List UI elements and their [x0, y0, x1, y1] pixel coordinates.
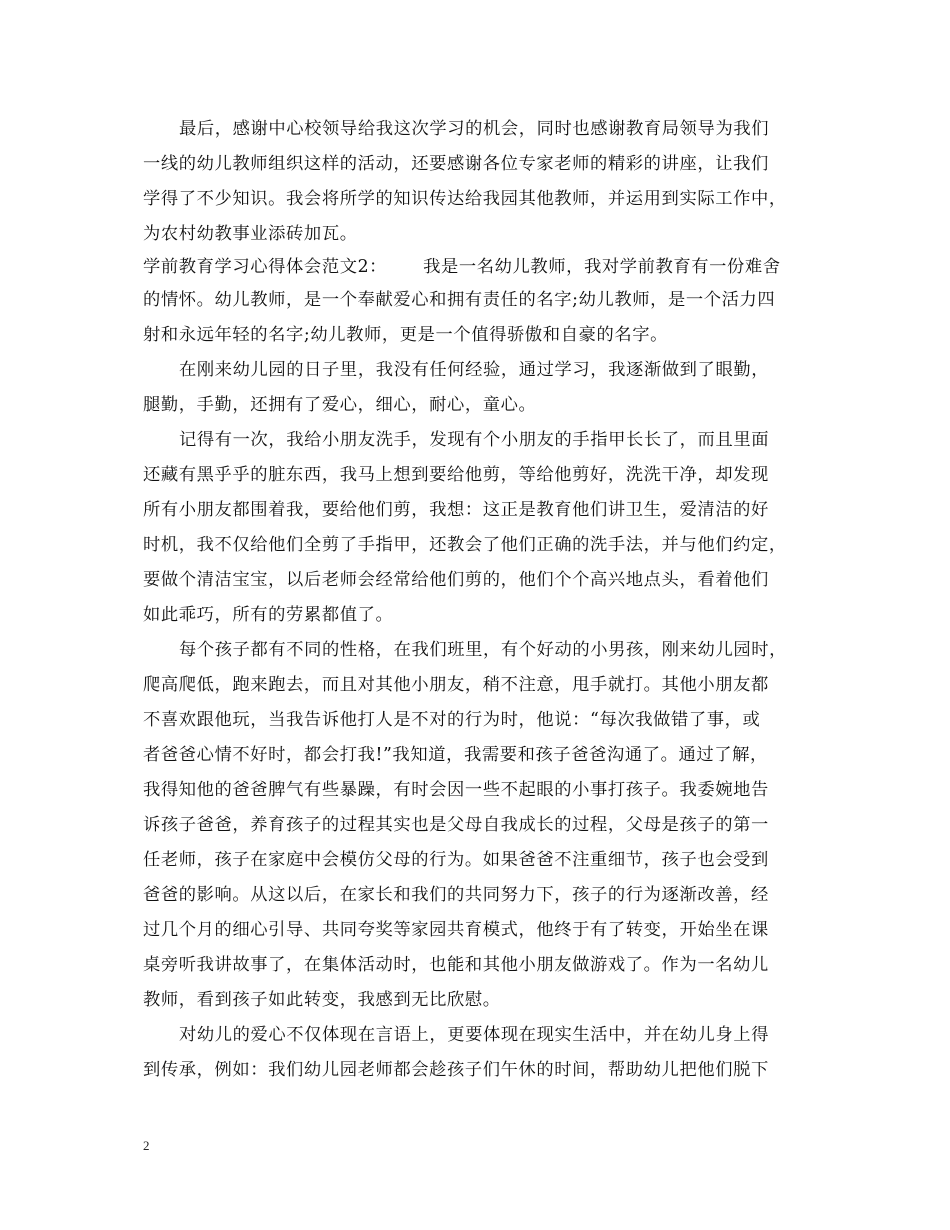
- page-number: 2: [143, 1138, 150, 1153]
- paragraph-closing-thanks: [143, 112, 813, 252]
- text-line: 爸爸的影响。从这以后，在家长和我们的共同努力下，孩子的行为逐渐改善，经: [143, 885, 769, 905]
- text-line: 任老师，孩子在家庭中会模仿父母的行为。如果爸爸不注重细节，孩子也会受到: [143, 850, 769, 870]
- text-line: 所有小朋友都围着我，要给他们剪，我想：这正是教育他们讲卫生，爱清洁的好: [143, 500, 769, 520]
- text-line: 腿勤，手勤，还拥有了爱心，细心，耐心，童心。: [143, 395, 537, 415]
- paragraph-active-boy-story: [143, 633, 813, 1018]
- text-line: 对幼儿的爱心不仅体现在言语上，更要体现在现实生活中，并在幼儿身上得: [179, 1025, 770, 1045]
- text-line: 射和永远年轻的名字;幼儿教师，更是一个值得骄傲和自豪的名字。: [143, 325, 668, 345]
- text-line: 的情怀。幼儿教师，是一个奉献爱心和拥有责任的名字;幼儿教师，是一个活力四: [143, 290, 776, 310]
- section-heading: 学前教育学习心得体会范文2：: [143, 257, 388, 277]
- text-line: 过几个月的细心引导、共同夸奖等家园共育模式，他终于有了转变，开始坐在课: [143, 920, 769, 940]
- text-line: 不喜欢跟他玩，当我告诉他打人是不对的行为时，他说：“每次我做错了事，或: [143, 710, 761, 730]
- text-line: 到传承，例如：我们幼儿园老师都会趁孩子们午休的时间，帮助幼儿把他们脱下: [143, 1060, 769, 1080]
- text-line: 者爸爸心情不好时，都会打我!”我知道，我需要和孩子爸爸沟通了。通过了解，: [143, 745, 768, 765]
- paragraph-handwashing-story: [143, 423, 813, 633]
- text-line: 每个孩子都有不同的性格，在我们班里，有个好动的小男孩，刚来幼儿园时，: [179, 640, 787, 660]
- text-line: 我得知他的爸爸脾气有些暴躁，有时会因一些不起眼的小事打孩子。我委婉地告: [143, 780, 769, 800]
- text-line: 为农村幼教事业添砖加瓦。: [143, 224, 358, 244]
- text-line: 在刚来幼儿园的日子里，我没有任何经验，通过学习，我逐渐做到了眼勤，: [179, 360, 770, 380]
- text-line: 最后，感谢中心校领导给我这次学习的机会，同时也感谢教育局领导为我们: [179, 119, 770, 139]
- paragraph-early-days: [143, 353, 813, 423]
- text-line: 学得了不少知识。我会将所学的知识传达给我园其他教师，并运用到实际工作中，: [143, 189, 787, 209]
- text-line: 教师，看到孩子如此转变，我感到无比欣慰。: [143, 990, 501, 1010]
- paragraph-teacher-identity: [143, 283, 813, 353]
- section-heading-line: [143, 252, 813, 283]
- text-line: 桌旁听我讲故事了，在集体活动时，也能和其他小朋友做游戏了。作为一名幼儿: [143, 955, 769, 975]
- text-line: 时机，我不仅给他们全剪了手指甲，还教会了他们正确的洗手法，并与他们约定，: [143, 535, 787, 555]
- text-line: 记得有一次，我给小朋友洗手，发现有个小朋友的手指甲长长了，而且里面: [179, 430, 770, 450]
- document-body: [143, 112, 813, 1088]
- text-line: 一线的幼儿教师组织这样的活动，还要感谢各位专家老师的精彩的讲座，让我们: [143, 154, 769, 174]
- section-heading-tail: 我是一名幼儿教师，我对学前教育有一份难舍: [423, 257, 781, 277]
- text-line: 诉孩子爸爸，养育孩子的过程其实也是父母自我成长的过程，父母是孩子的第一: [143, 815, 769, 835]
- text-line: 要做个清洁宝宝，以后老师会经常给他们剪的，他们个个高兴地点头，看着他们: [143, 570, 769, 590]
- text-line: 爬高爬低，跑来跑去，而且对其他小朋友，稍不注意，甩手就打。其他小朋友都: [143, 675, 769, 695]
- text-line: 如此乖巧，所有的劳累都值了。: [143, 605, 394, 625]
- text-line: 还藏有黑乎乎的脏东西，我马上想到要给他剪，等给他剪好，洗洗干净，却发现: [143, 465, 769, 485]
- paragraph-love-in-practice: [143, 1018, 813, 1088]
